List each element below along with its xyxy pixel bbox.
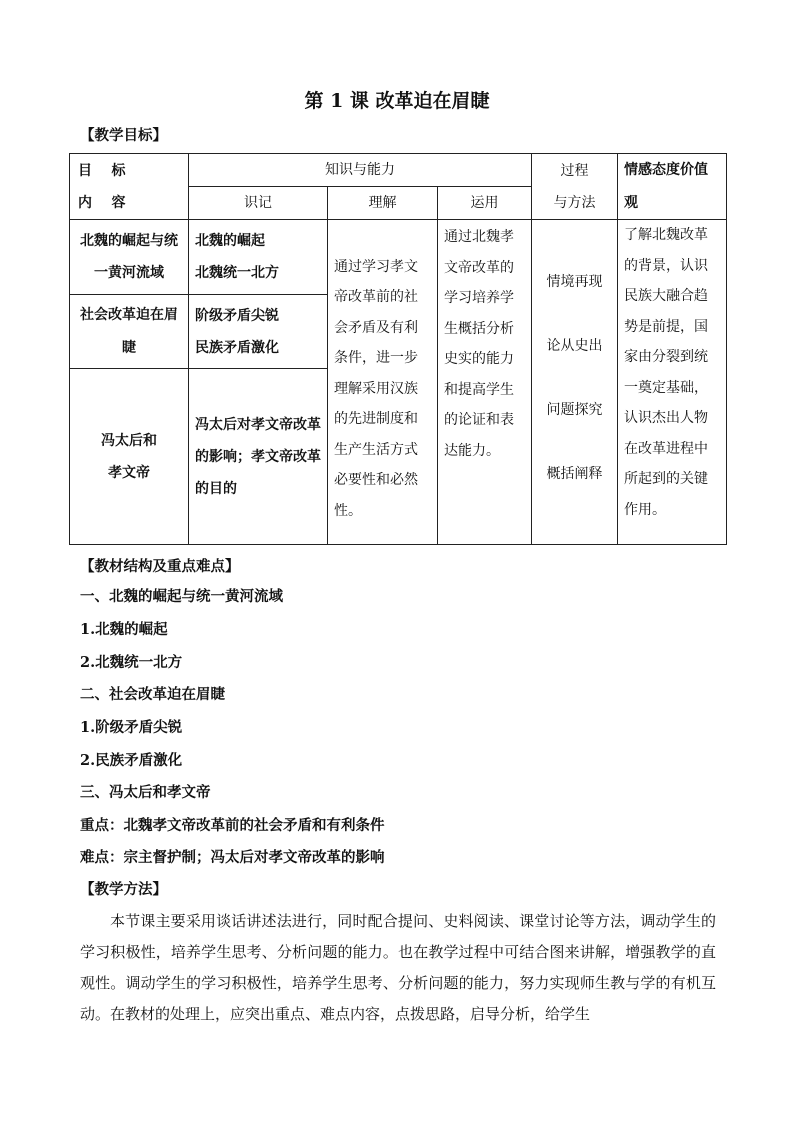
outline-item: 2.民族矛盾激化 xyxy=(80,752,183,769)
outline-item: 二、社会改革迫在眉睫 xyxy=(80,686,225,703)
table-emotion-cell: 了解北魏改革的背景，认识民族大融合趋势是前提，国家由分裂到统一奠定基础，认识杰出人物在改革进程中所起到的关键作用。 xyxy=(618,220,727,545)
table-row-recall: 冯太后对孝文帝改革的影响；孝文帝改革的目的 xyxy=(189,369,328,545)
table-row-content: 北魏的崛起与统一黄河流域 xyxy=(70,220,189,295)
table-row-content: 社会改革迫在眉睫 xyxy=(70,295,189,369)
outline-item: 三、冯太后和孝文帝 xyxy=(80,784,211,801)
table-process-cell xyxy=(532,220,618,545)
section-goals-heading: 【教学目标】 xyxy=(80,127,167,144)
table-subheader-apply: 运用 xyxy=(438,187,532,220)
table-row-content: 冯太后和 孝文帝 xyxy=(70,369,189,545)
outline-item: 2.北魏统一北方 xyxy=(80,654,183,671)
table-header-knowledge: 知识与能力 xyxy=(189,154,532,187)
table-header-emotion: 情感态度价值观 xyxy=(618,154,727,220)
table-subheader-recall: 识记 xyxy=(189,187,328,220)
table-subheader-understand: 理解 xyxy=(328,187,438,220)
outline-item: 1.阶级矛盾尖锐 xyxy=(80,719,183,736)
outline-item: 一、北魏的崛起与统一黄河流域 xyxy=(80,588,283,605)
table-row-recall: 阶级矛盾尖锐 民族矛盾激化 xyxy=(189,295,328,369)
page-title: 第 1 课 改革迫在眉睫 xyxy=(304,90,490,112)
table-apply-cell: 通过北魏孝文帝改革的学习培养学生概括分析史实的能力和提高学生的论证和表达能力。 xyxy=(438,220,532,545)
table-row-recall: 北魏的崛起 北魏统一北方 xyxy=(189,220,328,295)
table-header-process: 过程 与方法 xyxy=(532,154,618,220)
methods-paragraph: 本节课主要采用谈话讲述法进行，同时配合提问、史料阅读、课堂讨论等方法，调动学生的学习积极性，培养学生思考、分析问题的能力。也在教学过程中可结合图来讲解，增强教学的直观性。调动学生的学习积极性，培养学生思考、分析问题的能力，努力实现师生教与学的有机互动。在教材的处理上，应突出重点、难点内容，点拨思路，启导分析，给学生 xyxy=(80,912,716,1023)
process-item: 概括阐释 xyxy=(546,466,603,482)
section-structure-heading: 【教材结构及重点难点】 xyxy=(80,558,240,575)
difficult-point: 难点：宗主督护制；冯太后对孝文帝改革的影响 xyxy=(80,849,385,866)
section-methods-heading: 【教学方法】 xyxy=(80,881,167,898)
process-item: 论从史出 xyxy=(546,338,603,354)
table-header-target: 目 标 内 容 xyxy=(70,154,189,220)
process-item: 情境再现 xyxy=(546,274,603,290)
outline-item: 1.北魏的崛起 xyxy=(80,621,168,638)
key-point: 重点：北魏孝文帝改革前的社会矛盾和有利条件 xyxy=(80,817,385,834)
objectives-table xyxy=(69,153,727,545)
process-item: 问题探究 xyxy=(546,402,603,418)
table-understand-cell: 通过学习孝文帝改革前的社会矛盾及有利条件，进一步理解采用汉族的先进制度和生产生活方式必要性和必然性。 xyxy=(328,220,438,545)
